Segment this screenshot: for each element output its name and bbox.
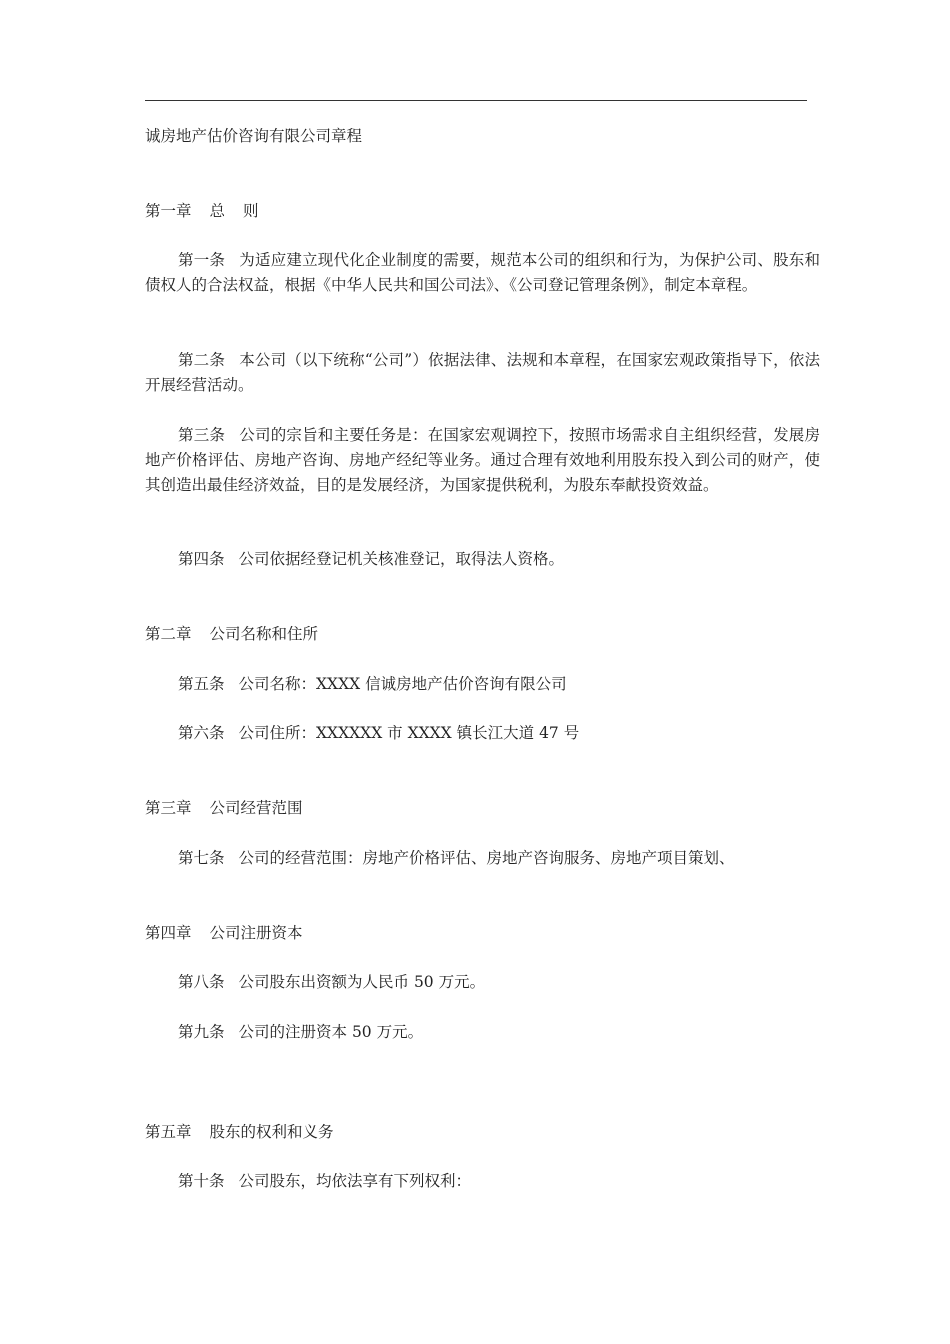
article-paragraph: 第一条 为适应建立现代化企业制度的需要，规范本公司的组织和行为，为保护公司、股东和债权人的合法权益，根据《中华人民共和国公司法》、《公司登记管理条例》，制定本章程。	[145, 251, 820, 294]
chapter-heading: 第五章 股东的权利和义务	[145, 1123, 334, 1141]
article-line: 第七条 公司的经营范围：房地产价格评估、房地产咨询服务、房地产项目策划、	[178, 849, 735, 867]
chapter-heading: 第二章 公司名称和住所	[145, 625, 319, 643]
article-line: 第九条 公司的注册资本 50 万元。	[178, 1023, 424, 1041]
article-line: 第五条 公司名称：XXXX 信诚房地产估价咨询有限公司	[178, 675, 567, 693]
header-rule	[145, 100, 807, 101]
article-paragraph: 第二条 本公司（以下统称“公司”）依据法律、法规和本章程，在国家宏观政策指导下，依法开展经营活动。	[145, 351, 820, 394]
article-line: 第六条 公司住所：XXXXXX 市 XXXX 镇长江大道 47 号	[178, 724, 580, 742]
article-paragraph: 第三条 公司的宗旨和主要任务是：在国家宏观调控下，按照市场需求自主组织经营，发展房地产价格评估、房地产咨询、房地产经纪等业务。通过合理有效地利用股东投入到公司的财产，使其创造出最佳经济效益，目的是发展经济，为国家提供税利，为股东奉献投资效益。	[145, 426, 820, 494]
article-line: 第十条 公司股东，均依法享有下列权利：	[178, 1172, 472, 1190]
article-line: 第八条 公司股东出资额为人民币 50 万元。	[178, 973, 486, 991]
chapter-heading: 第四章 公司注册资本	[145, 924, 303, 942]
article-line: 第四条 公司依据经登记机关核准登记，取得法人资格。	[178, 550, 565, 568]
chapter-heading: 第一章 总 则	[145, 202, 259, 220]
chapter-heading: 第三章 公司经营范围	[145, 799, 303, 817]
document-title: 诚房地产估价咨询有限公司章程	[145, 127, 363, 145]
